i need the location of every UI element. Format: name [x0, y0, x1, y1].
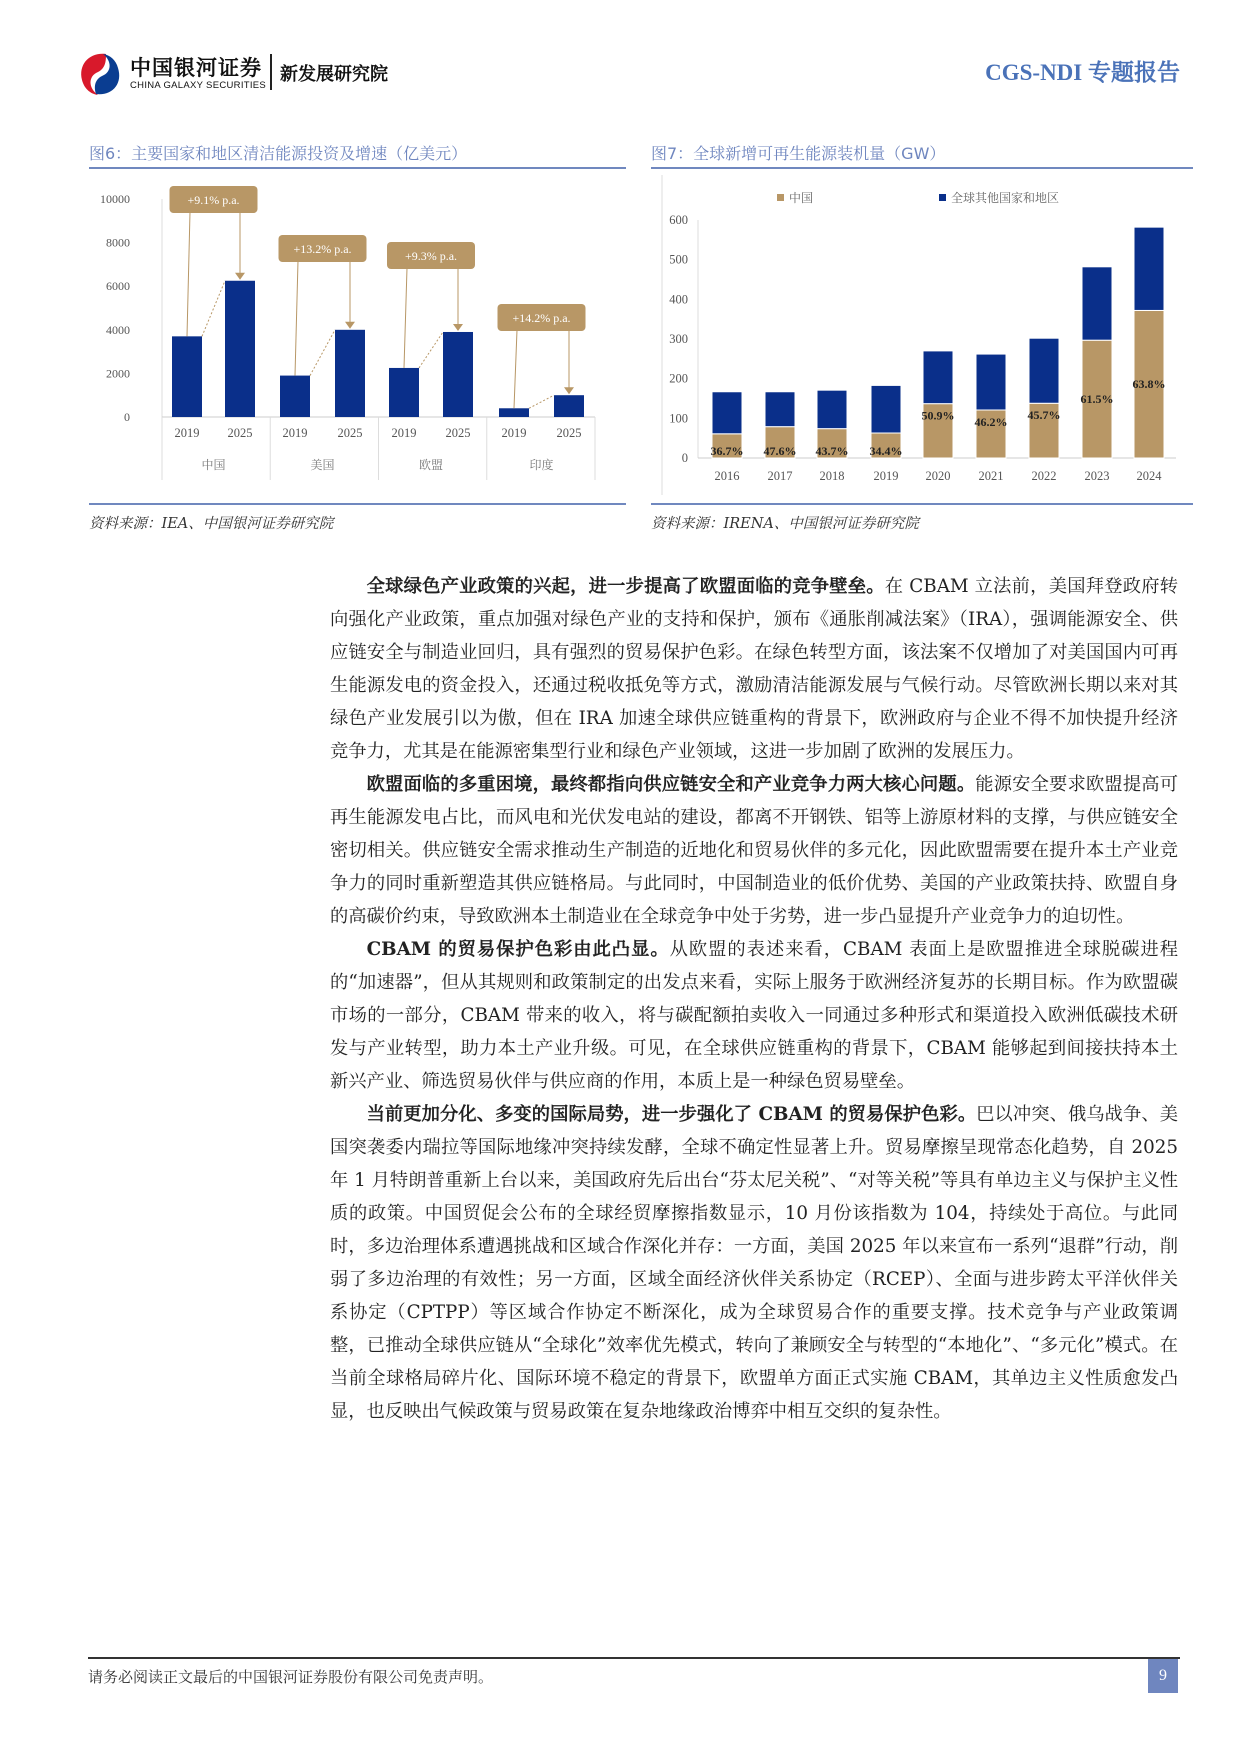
- y-tick-label: 4000: [106, 322, 130, 337]
- trend-dashed-line: [202, 281, 225, 337]
- group-label: 印度: [529, 458, 554, 472]
- x-tick-label: 2020: [925, 469, 951, 483]
- y-tick-label: 10000: [100, 192, 130, 206]
- y-tick-label: 0: [124, 410, 130, 424]
- investment-chart: [89, 175, 626, 495]
- figure-7-title: 图7：全球新增可再生能源装机量（GW）: [651, 144, 946, 163]
- bar-others: [976, 354, 1006, 410]
- paragraph-lead: 当前更加分化、多变的国际局势，进一步强化了 CBAM 的贸易保护色彩。: [366, 1104, 977, 1125]
- bar-2019: [389, 368, 419, 417]
- brand-divider: [270, 54, 272, 90]
- growth-label: +14.2% p.a.: [512, 311, 571, 325]
- y-tick-label: 100: [669, 411, 688, 426]
- x-tick-label: 2019: [501, 426, 527, 440]
- x-tick-label: 2025: [227, 426, 253, 440]
- bar-others: [765, 392, 795, 427]
- figure-7-top-rule: [651, 167, 1193, 169]
- connector-line: [187, 212, 190, 336]
- x-tick-label: 2025: [337, 426, 363, 440]
- body-text: [330, 570, 1178, 1428]
- bar-others: [871, 385, 901, 433]
- bar-2025: [335, 330, 365, 417]
- paragraph: [330, 1098, 1178, 1428]
- x-tick-label: 2018: [819, 469, 845, 483]
- figure-7-bottom-rule: [651, 503, 1193, 505]
- x-tick-label: 2017: [767, 469, 793, 483]
- bar-others: [923, 351, 953, 404]
- share-label: 36.7%: [710, 443, 744, 458]
- x-tick-label: 2016: [714, 469, 740, 483]
- arrow-head-icon: [453, 324, 463, 331]
- y-tick-label: 6000: [106, 279, 130, 294]
- institute-name: 新发展研究院: [280, 64, 388, 85]
- paragraph-text: 从欧盟的表述来看，CBAM 表面上是欧盟推进全球脱碳进程的“加速器”，但从其规则和政策制定的出发点来看，实际上服务于欧洲经济复苏的长期目标。作为欧盟碳市场的一部分，CBAM 带来的收入，将与碳配额拍卖收入一同通过多种形式和渠道投入欧洲低碳技术研发与产业转型，助力本土产业升级。可见，在全球供应链重构的背景下，CBAM 能够起到间接扶持本土新兴产业、筛选贸易伙伴与供应商的作用，本质上是一种绿色贸易壁垒。: [330, 939, 1178, 1092]
- x-tick-label: 2021: [978, 469, 1004, 483]
- paragraph-lead: CBAM 的贸易保护色彩由此凸显。: [366, 939, 670, 960]
- figure-7-source: 资料来源：IRENA、中国银河证券研究院: [651, 516, 919, 532]
- group-label: 欧盟: [418, 458, 444, 472]
- y-tick-label: 600: [669, 213, 688, 227]
- figure-6-title: 图6：主要国家和地区清洁能源投资及增速（亿美元）: [89, 144, 468, 163]
- y-tick-label: 200: [669, 371, 688, 386]
- footer-disclaimer: 请务必阅读正文最后的中国银河证券股份有限公司免责声明。: [88, 1668, 494, 1686]
- paragraph-text: 在 CBAM 立法前，美国拜登政府转向强化产业政策，重点加强对绿色产业的支持和保护，颁布《通胀削减法案》（IRA），强调能源安全、供应链安全与制造业回归，具有强烈的贸易保护色彩。在绿色转型方面，该法案不仅增加了对美国国内可再生能源发电的资金投入，还通过税收抵免等方式，激励清洁能源发展与气候行动。尽管欧洲长期以来对其绿色产业发展引以为傲，但在 IRA 加速全球供应链重构的背景下，欧洲政府与企业不得不加快提升经济竞争力，尤其是在能源密集型行业和绿色产业领域，这进一步加剧了欧洲的发展压力。: [330, 576, 1179, 762]
- bar-others: [712, 392, 742, 434]
- figure-6-source: 资料来源：IEA、中国银河证券研究院: [89, 516, 334, 532]
- arrow-head-icon: [345, 322, 355, 329]
- paragraph: [330, 933, 1178, 1098]
- y-tick-label: 8000: [106, 235, 130, 250]
- bar-others: [817, 390, 847, 428]
- growth-label: +9.3% p.a.: [404, 249, 458, 263]
- share-label: 34.4%: [869, 443, 903, 458]
- x-tick-label: 2019: [174, 426, 200, 440]
- connector-line: [404, 268, 407, 368]
- y-tick-label: 300: [669, 332, 688, 346]
- bar-others: [1082, 267, 1112, 340]
- page-number: 9: [1148, 1659, 1178, 1693]
- connector-line: [514, 330, 517, 408]
- x-tick-label: 2019: [873, 469, 899, 483]
- report-title: CGS-NDI 专题报告: [985, 60, 1180, 85]
- group-label: 中国: [201, 458, 226, 472]
- share-label: 43.7%: [815, 443, 849, 458]
- bar-others: [1134, 227, 1164, 310]
- arrow-head-icon: [564, 387, 574, 394]
- bar-2019: [172, 336, 202, 417]
- share-label: 47.6%: [763, 443, 797, 458]
- share-label: 45.7%: [1027, 408, 1061, 423]
- arrow-head-icon: [235, 273, 245, 280]
- trend-dashed-line: [419, 332, 443, 368]
- growth-label: +13.2% p.a.: [293, 242, 352, 256]
- brand-name-en: CHINA GALAXY SECURITIES: [130, 80, 267, 91]
- growth-label: +9.1% p.a.: [187, 193, 240, 207]
- legend-swatch-others: [939, 194, 946, 201]
- connector-line: [295, 261, 298, 376]
- legend-label-others: 全球其他国家和地区: [951, 191, 1060, 205]
- bar-2019: [280, 376, 310, 417]
- bar-2019: [499, 408, 529, 417]
- capacity-chart: [651, 175, 1193, 500]
- y-tick-label: 2000: [106, 366, 130, 381]
- x-tick-label: 2024: [1136, 469, 1162, 483]
- group-label: 美国: [310, 458, 335, 472]
- share-label: 46.2%: [974, 414, 1008, 429]
- x-tick-label: 2025: [556, 426, 582, 440]
- y-tick-label: 400: [669, 292, 688, 307]
- paragraph-text: 巴以冲突、俄乌战争、美国突袭委内瑞拉等国际地缘冲突持续发酵，全球不确定性显著上升。贸易摩擦呈现常态化趋势，自 2025 年 1 月特朗普重新上台以来，美国政府先后出台“芬太尼关税”、“对等关税”等具有单边主义与保护主义性质的政策。中国贸促会公布的全球经贸摩擦指数显示，10 月份该指数为 104，持续处于高位。与此同时，多边治理体系遭遇挑战和区域合作深化并存：一方面，美国 2025 年以来宣布一系列“退群”行动，削弱了多边治理的有效性；另一方面，区域全面经济伙伴关系协定（RCEP）、全面与进步跨太平洋伙伴关系协定（CPTPP）等区域合作协定不断深化，成为全球贸易合作的重要支撑。技术竞争与产业政策调整，已推动全球供应链从“全球化”效率优先模式，转向了兼顾安全与转型的“本地化”、“多元化”模式。在当前全球格局碎片化、国际环境不稳定的背景下，欧盟单方面正式实施 CBAM，其单边主义性质愈发凸显，也反映出气候政策与贸易政策在复杂地缘政治博弈中相互交织的复杂性。: [330, 1104, 1178, 1422]
- share-label: 50.9%: [921, 408, 955, 423]
- figure-6-top-rule: [89, 167, 626, 169]
- legend-label-china: 中国: [789, 191, 814, 205]
- footer-rule: [88, 1657, 1180, 1659]
- paragraph: [330, 768, 1178, 933]
- y-tick-label: 0: [681, 451, 688, 465]
- y-tick-label: 500: [669, 252, 688, 267]
- brand-name-cn: 中国银河证券: [130, 56, 262, 80]
- galaxy-logo-icon: [76, 50, 124, 98]
- paragraph-text: 能源安全要求欧盟提高可再生能源发电占比，而风电和光伏发电站的建设，都离不开钢铁、铝等上游原材料的支撑，与供应链安全密切相关。供应链安全需求推动生产制造的近地化和贸易伙伴的多元化，因此欧盟需要在提升本土产业竞争力的同时重新塑造其供应链格局。与此同时，中国制造业的低价优势、美国的产业政策扶持、欧盟自身的高碳价约束，导致欧洲本土制造业在全球竞争中处于劣势，进一步凸显提升产业竞争力的迫切性。: [330, 774, 1179, 927]
- figure-6-bottom-rule: [89, 503, 626, 505]
- x-tick-label: 2019: [391, 426, 417, 440]
- paragraph-lead: 全球绿色产业政策的兴起，进一步提高了欧盟面临的竞争壁垒。: [366, 576, 885, 597]
- share-label: 63.8%: [1132, 377, 1166, 392]
- x-tick-label: 2023: [1084, 469, 1110, 483]
- bar-2025: [443, 332, 473, 417]
- paragraph-lead: 欧盟面临的多重困境，最终都指向供应链安全和产业竞争力两大核心问题。: [366, 774, 976, 795]
- trend-dashed-line: [310, 330, 335, 376]
- x-tick-label: 2019: [282, 426, 308, 440]
- bar-2025: [225, 281, 255, 417]
- x-tick-label: 2025: [445, 426, 471, 440]
- trend-dashed-line: [529, 395, 554, 408]
- bar-others: [1029, 338, 1059, 403]
- share-label: 61.5%: [1080, 392, 1114, 407]
- x-tick-label: 2022: [1031, 469, 1057, 483]
- paragraph: [330, 570, 1178, 768]
- bar-2025: [554, 395, 584, 417]
- legend-swatch-china: [777, 194, 784, 201]
